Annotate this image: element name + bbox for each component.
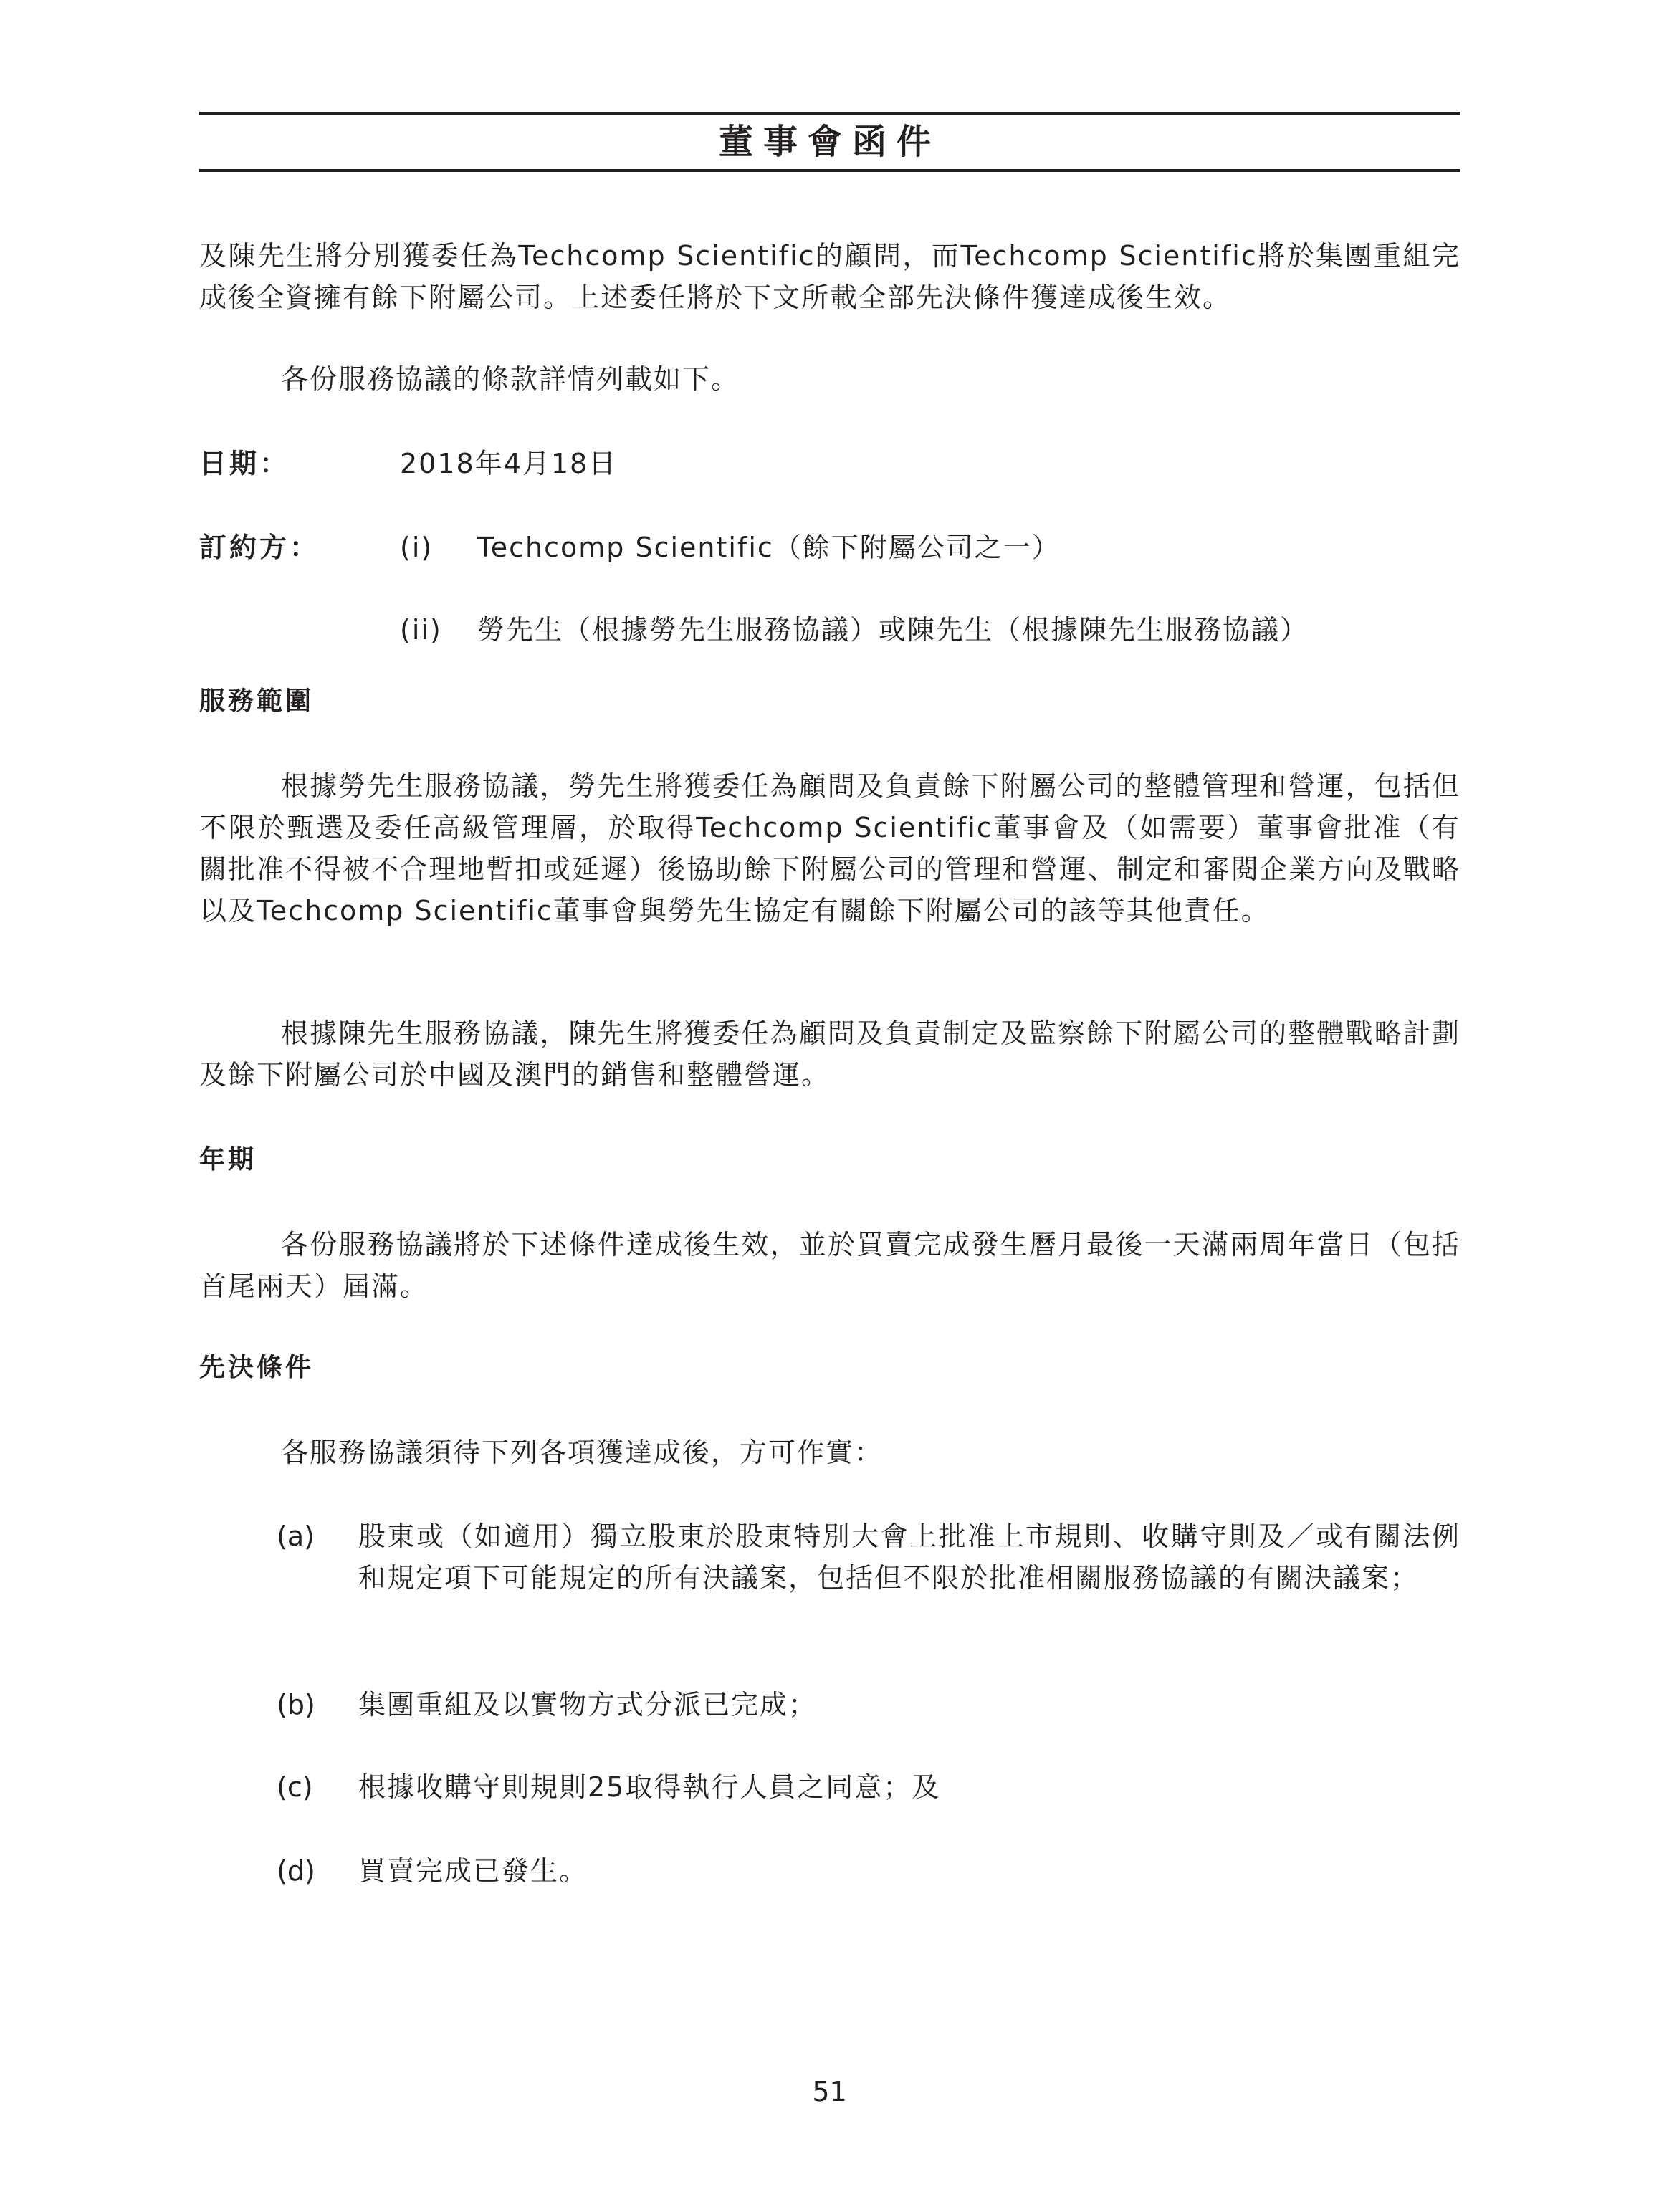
- scope-heading: 服務範圍: [199, 686, 315, 716]
- party-marker-2: (ii): [400, 614, 442, 646]
- condition-text-d: 買賣完成已發生。: [358, 1855, 588, 1887]
- parties-label: 訂約方：: [199, 532, 320, 563]
- terms-intro: 各份服務協議的條款詳情列載如下。: [281, 363, 740, 395]
- condition-marker-b: (b): [277, 1689, 315, 1720]
- condition-marker-c: (c): [277, 1771, 313, 1803]
- condition-marker-a: (a): [277, 1521, 315, 1552]
- condition-text-c: 根據收購守則規則25取得執行人員之同意；及: [358, 1771, 941, 1803]
- scope-paragraph-1: 根據勞先生服務協議，勞先生將獲委任為顧問及負責餘下附屬公司的整體管理和營運，包括但不限於甄選及委任高級管理層，於取得Techcomp Scientific董事會及（如需要）董事會批准（有關批准不得被不合理地暫扣或延遲）後協助餘下附屬公司的管理和營運、制定和審閱企業方向及戰略以及Techcomp Scientific董事會與勞先生協定有關餘下附屬公司的該等其他責任。: [199, 770, 1461, 927]
- condition-marker-d: (d): [277, 1855, 315, 1887]
- date-value: 2018年4月18日: [400, 448, 618, 479]
- header-bottom-rule: [199, 169, 1460, 172]
- party-text-1: Techcomp Scientific（餘下附屬公司之一）: [477, 532, 1061, 563]
- date-label: 日期：: [199, 448, 290, 479]
- page-number: 51: [812, 2076, 847, 2107]
- party-text-2: 勞先生（根據勞先生服務協議）或陳先生（根據陳先生服務協議）: [477, 614, 1309, 646]
- scope-paragraph-2: 根據陳先生服務協議，陳先生將獲委任為顧問及負責制定及監察餘下附屬公司的整體戰略計劃及餘下附屬公司於中國及澳門的銷售和整體營運。: [199, 1018, 1460, 1091]
- term-heading: 年期: [199, 1145, 257, 1174]
- condition-text-a: 股東或（如適用）獨立股東於股東特別大會上批准上市規則、收購守則及／或有關法例和規定項下可能規定的所有決議案，包括但不限於批准相關服務協議的有關決議案；: [358, 1521, 1460, 1594]
- party-marker-1: (i): [400, 532, 434, 563]
- page-title: 董事會函件: [718, 122, 941, 162]
- condition-text-b: 集團重組及以實物方式分派已完成；: [358, 1689, 818, 1720]
- conditions-intro: 各服務協議須待下列各項獲達成後，方可作實：: [281, 1437, 884, 1468]
- term-paragraph: 各份服務協議將於下述條件達成後生效，並於買賣完成發生曆月最後一天滿兩周年當日（包括首尾兩天）屆滿。: [199, 1229, 1460, 1302]
- intro-paragraph: 及陳先生將分別獲委任為Techcomp Scientific的顧問，而Techcomp Scientific將於集團重組完成後全資擁有餘下附屬公司。上述委任將於下文所載全部先決條件獲達成後生效。: [199, 240, 1460, 313]
- conditions-heading: 先決條件: [199, 1353, 315, 1382]
